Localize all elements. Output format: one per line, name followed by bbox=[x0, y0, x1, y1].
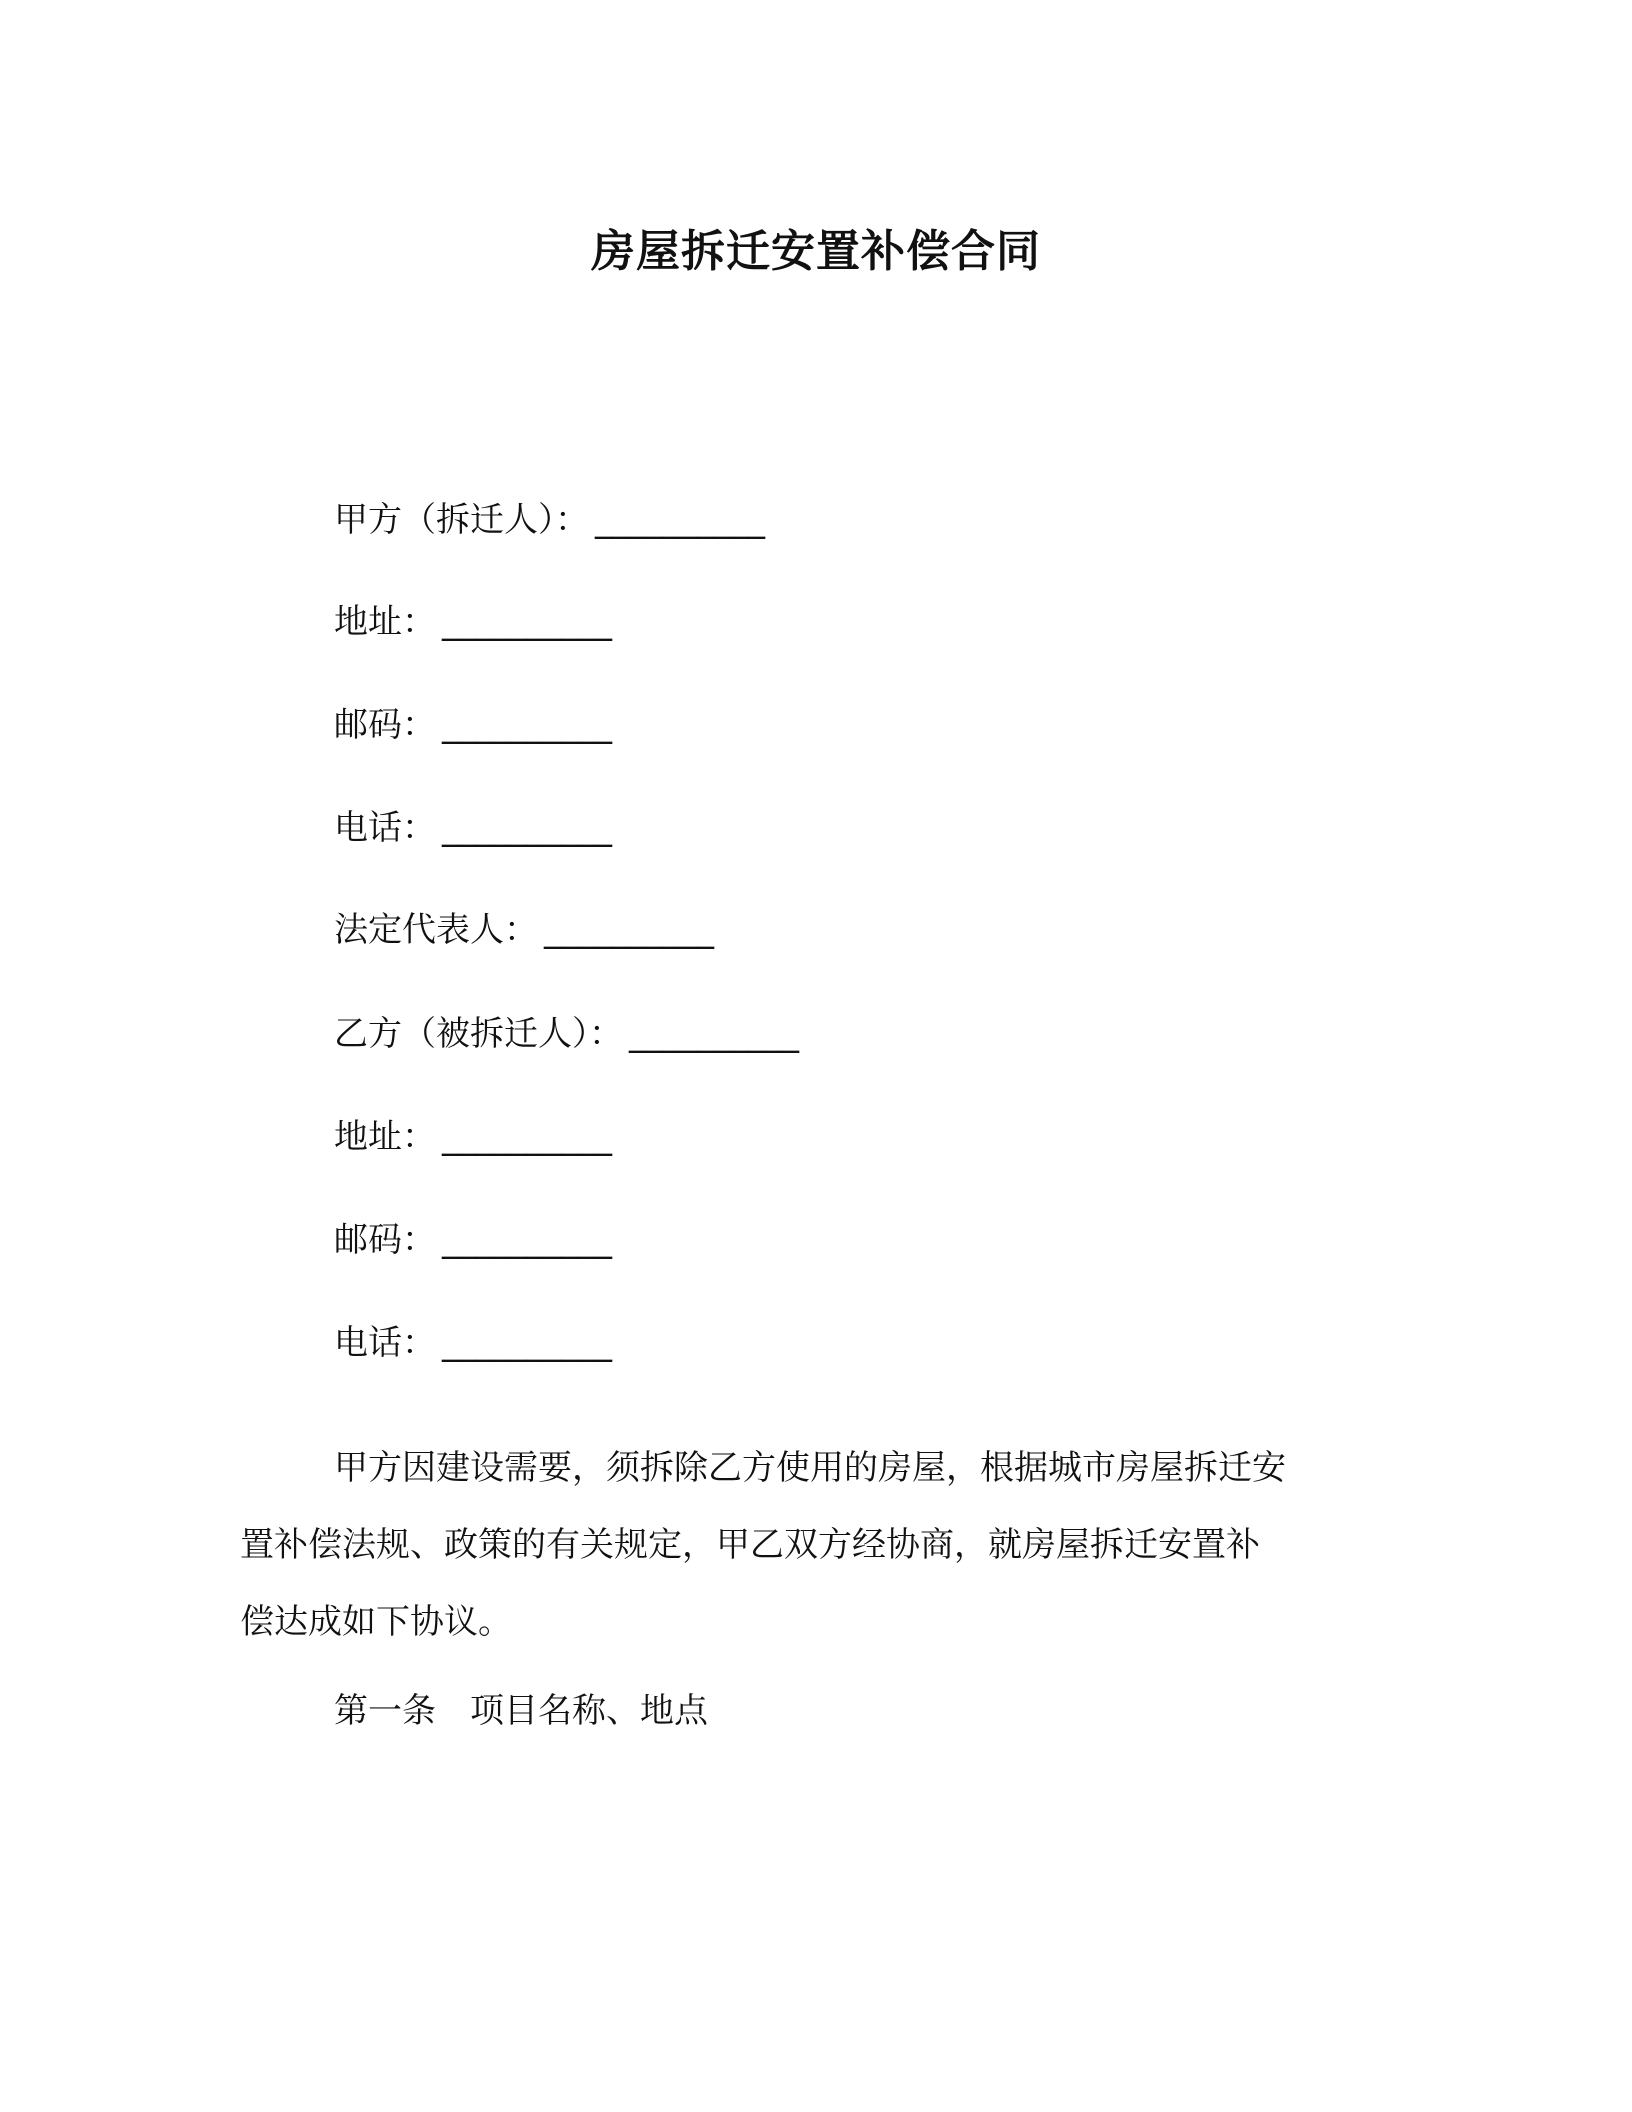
party-a-legal-rep-field bbox=[334, 906, 714, 954]
article-1-heading: 第一条 项目名称、地点 bbox=[334, 1691, 708, 1731]
party-a-name-blank: __________ bbox=[595, 500, 765, 540]
intro-line: 置补偿法规、政策的有关规定，甲乙双方经协商，就房屋拆迁安置补 bbox=[240, 1525, 1260, 1565]
intro-line: 偿达成如下协议。 bbox=[240, 1602, 512, 1642]
party-a-name-field bbox=[334, 496, 765, 544]
intro-line: 甲方因建设需要，须拆除乙方使用的房屋，根据城市房屋拆迁安 bbox=[334, 1448, 1286, 1488]
party-b-name-blank: __________ bbox=[629, 1014, 799, 1054]
party-b-address-blank: __________ bbox=[442, 1117, 612, 1157]
party-b-postcode-blank: __________ bbox=[442, 1220, 612, 1260]
party-b-phone-field bbox=[334, 1319, 612, 1367]
party-a-address-label: 地址： bbox=[334, 602, 436, 642]
party-a-legal-rep-label: 法定代表人： bbox=[334, 910, 538, 950]
party-b-address-label: 地址： bbox=[334, 1117, 436, 1157]
party-a-phone-label: 电话： bbox=[334, 808, 436, 848]
party-a-postcode-blank: __________ bbox=[442, 705, 612, 745]
document-title: 房屋拆迁安置补偿合同 bbox=[591, 226, 1041, 277]
party-b-postcode-field bbox=[334, 1216, 612, 1264]
party-a-phone-blank: __________ bbox=[442, 808, 612, 848]
party-a-legal-rep-blank: __________ bbox=[544, 910, 714, 950]
party-a-address-blank: __________ bbox=[442, 602, 612, 642]
party-a-postcode-label: 邮码： bbox=[334, 705, 436, 745]
party-b-phone-blank: __________ bbox=[442, 1323, 612, 1363]
party-b-address-field bbox=[334, 1113, 612, 1161]
party-a-phone-field bbox=[334, 804, 612, 852]
party-b-postcode-label: 邮码： bbox=[334, 1220, 436, 1260]
intro-paragraph bbox=[240, 1430, 1390, 1661]
party-b-name-label: 乙方（被拆迁人）： bbox=[334, 1014, 623, 1054]
party-b-phone-label: 电话： bbox=[334, 1323, 436, 1363]
party-a-name-label: 甲方（拆迁人）： bbox=[334, 500, 589, 540]
party-a-postcode-field bbox=[334, 701, 612, 749]
party-b-name-field bbox=[334, 1010, 799, 1058]
party-a-address-field bbox=[334, 598, 612, 646]
